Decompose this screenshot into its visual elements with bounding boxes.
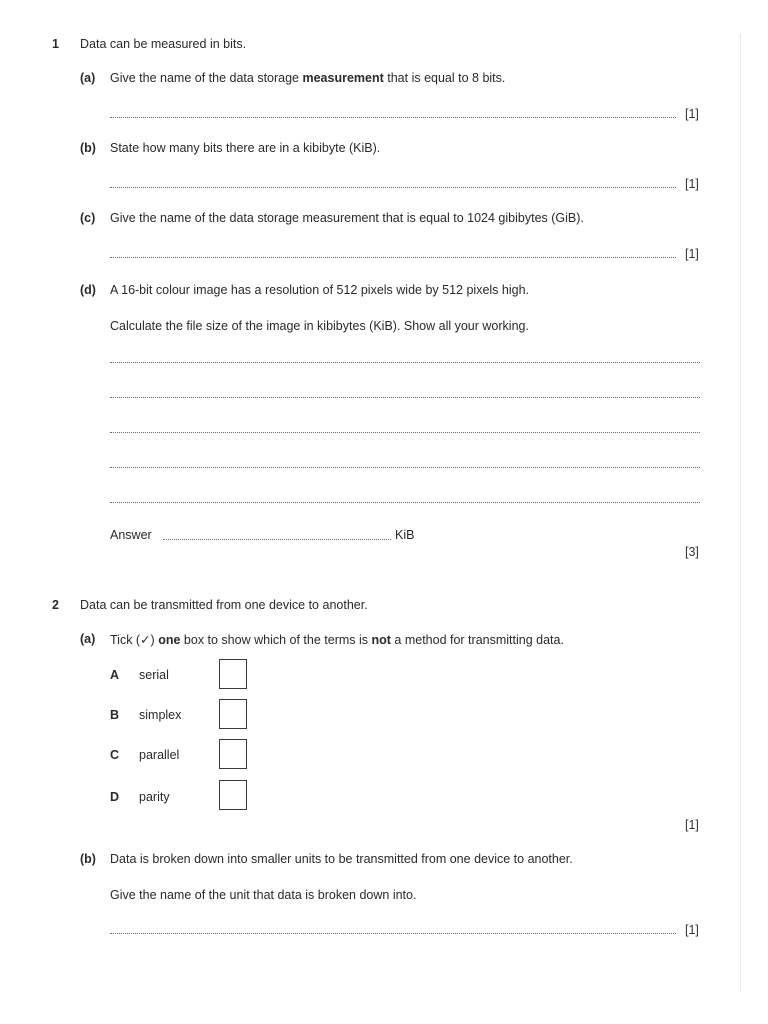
question-2-number: 2 xyxy=(52,598,59,612)
question-2-stem: Data can be transmitted from one device to another. xyxy=(80,598,368,612)
q2a-label: (a) xyxy=(80,632,96,646)
q1d-label: (d) xyxy=(80,283,96,297)
q2a-option-letter: A xyxy=(110,668,120,682)
q2b-marks: [1] xyxy=(685,923,699,937)
q2b-text: Data is broken down into smaller units to be transmitted from one device to another. xyxy=(110,852,573,866)
q1b-text: State how many bits there are in a kibibyte (KiB). xyxy=(110,141,381,155)
q1a-label: (a) xyxy=(80,71,96,85)
q1c-answer-line[interactable] xyxy=(110,257,676,258)
q2a-option-text: serial xyxy=(139,668,169,682)
q1a-text: Give the name of the data storage measurement that is equal to 8 bits. xyxy=(110,71,506,85)
q1d-working-line[interactable] xyxy=(110,432,700,433)
q1d-answer-unit: KiB xyxy=(395,528,415,542)
q2b-answer-line[interactable] xyxy=(110,933,676,934)
q1d-working-line[interactable] xyxy=(110,467,700,468)
q2a-option-text: parallel xyxy=(139,748,180,762)
q1b-marks: [1] xyxy=(685,177,699,191)
q2a-marks: [1] xyxy=(685,818,699,832)
q2a-tick-box-d[interactable] xyxy=(219,780,247,810)
q2a-option-text: simplex xyxy=(139,708,182,722)
q1c-marks: [1] xyxy=(685,247,699,261)
q2b-label: (b) xyxy=(80,852,96,866)
q1d-working-line[interactable] xyxy=(110,502,700,503)
q1d-instruction: Calculate the file size of the image in kibibytes (KiB). Show all your working. xyxy=(110,319,529,333)
q2a-tick-box-b[interactable] xyxy=(219,699,247,729)
q2a-option-letter: C xyxy=(110,748,120,762)
q2a-option-letter: B xyxy=(110,708,120,722)
q2a-option-letter: D xyxy=(110,790,120,804)
question-1-stem: Data can be measured in bits. xyxy=(80,37,247,51)
q1d-marks: [3] xyxy=(685,545,699,559)
q1d-working-line[interactable] xyxy=(110,362,700,363)
q1c-label: (c) xyxy=(80,211,96,225)
page-edge-line xyxy=(740,34,741,992)
q2a-tick-box-a[interactable] xyxy=(219,659,247,689)
q2a-option-text: parity xyxy=(139,790,170,804)
q1d-answer-label: Answer xyxy=(110,528,152,542)
q1d-text: A 16-bit colour image has a resolution of 512 pixels wide by 512 pixels high. xyxy=(110,283,530,297)
q1c-text: Give the name of the data storage measurement that is equal to 1024 gibibytes (GiB). xyxy=(110,211,584,225)
q1a-answer-line[interactable] xyxy=(110,117,676,118)
q1b-answer-line[interactable] xyxy=(110,187,676,188)
q1d-working-line[interactable] xyxy=(110,397,700,398)
question-1-number: 1 xyxy=(52,37,59,51)
q1d-answer-line[interactable] xyxy=(163,539,391,540)
q2a-text: Tick (✓) one box to show which of the terms is not a method for transmitting data. xyxy=(110,633,564,647)
q2a-tick-box-c[interactable] xyxy=(219,739,247,769)
q1a-marks: [1] xyxy=(685,107,699,121)
q2b-instruction: Give the name of the unit that data is broken down into. xyxy=(110,888,417,902)
q1b-label: (b) xyxy=(80,141,96,155)
